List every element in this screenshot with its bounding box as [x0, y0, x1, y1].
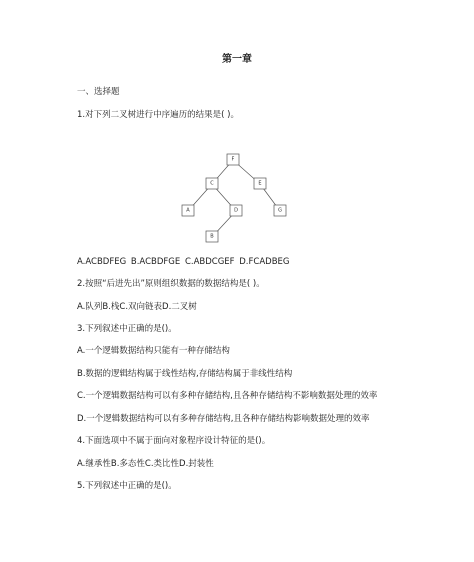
tree-node-b-label: B: [210, 233, 214, 240]
question-3-text: 3.下列叙述中正确的是()。: [77, 324, 177, 334]
question-5-text: 5.下列叙述中正确的是()。: [77, 481, 177, 491]
question-1-text: 1.对下列二叉树进行中序遍历的结果是( )。: [77, 110, 239, 120]
tree-node-a: [182, 205, 194, 216]
tree-node-b: [206, 231, 218, 242]
chapter-title: 第一章: [222, 54, 252, 65]
tree-node-d-label: D: [234, 207, 238, 214]
tree-node-e-label: E: [258, 180, 262, 187]
tree-node-g: [274, 205, 286, 216]
tree-node-c-label: C: [210, 180, 214, 187]
question-3-option-d: D.一个逻辑数据结构可以有多种存储结构,且各种存储结构影响数据处理的效率: [77, 414, 370, 424]
question-1-options: A.ACBDFEG B.ACBDFGE C.ABDCGEF D.FCADBEG: [77, 257, 290, 267]
question-3-option-c: C.一个逻辑数据结构可以有多种存储结构,且各种存储结构不影响数据处理的效率: [77, 391, 378, 401]
question-2-text: 2.按照“后进先出”原则组织数据的数据结构是( )。: [77, 279, 265, 289]
question-4-options: A.继承性B.多态性C.类比性D.封装性: [77, 459, 214, 469]
tree-node-f-label: F: [231, 156, 235, 163]
tree-node-d: [230, 205, 242, 216]
tree-node-f: [227, 154, 239, 165]
tree-node-g-label: G: [278, 207, 282, 214]
question-2-options: A.队列B.栈C.双向链表D.二叉树: [77, 302, 197, 312]
tree-node-e: [254, 178, 266, 189]
question-4-text: 4.下面选项中不属于面向对象程序设计特征的是()。: [77, 436, 271, 446]
question-3-option-a: A.一个逻辑数据结构只能有一种存储结构: [77, 346, 230, 356]
tree-node-c: [206, 178, 218, 189]
question-3-option-b: B.数据的逻辑结构属于线性结构,存储结构属于非线性结构: [77, 369, 293, 379]
tree-node-a-label: A: [186, 207, 190, 214]
section-heading: 一、选择题: [77, 87, 120, 97]
